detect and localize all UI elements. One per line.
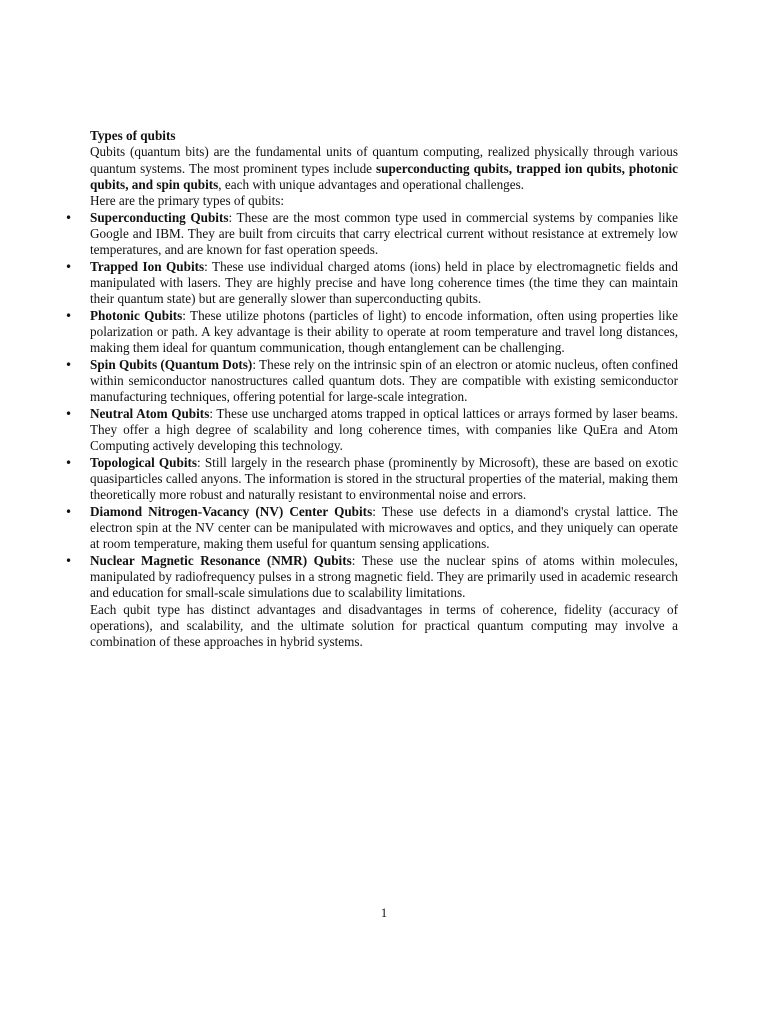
bullet-icon: • bbox=[65, 504, 73, 519]
bullet-icon: • bbox=[65, 210, 73, 225]
item-text: : These use defects in a diamond's crystal lattice. The electron spin at the NV center can be manipulated with microwaves and optics, and they uniquely can operate at room temperature, making them useful for quantum sensing applications. bbox=[90, 503, 678, 552]
item-title: Diamond Nitrogen-Vacancy (NV) Center Qubits bbox=[90, 503, 373, 519]
intro-text-1: Qubits (quantum bits) are the fundamental units of quantum computing, realized physically through various quantum systems. The most prominent types include bbox=[90, 144, 678, 176]
list-item bbox=[65, 405, 679, 455]
item-title: Nuclear Magnetic Resonance (NMR) Qubits bbox=[90, 552, 352, 568]
list-item bbox=[65, 307, 679, 357]
item-title: Photonic Qubits bbox=[90, 307, 183, 323]
list-item bbox=[65, 258, 678, 308]
bullet-icon: • bbox=[65, 455, 73, 470]
item-title: Superconducting Qubits bbox=[90, 209, 229, 225]
item-title: Trapped Ion Qubits bbox=[90, 258, 205, 274]
item-title: Topological Qubits bbox=[90, 454, 198, 470]
bullet-icon: • bbox=[65, 357, 73, 372]
list-item bbox=[65, 503, 678, 553]
item-text: : These are the most common type used in commercial systems by companies like Google and IBM. They are built from circuits that carry electrical current without resistance at extremely low temperatures, and are known for fast operation speeds. bbox=[90, 209, 678, 258]
bullet-icon: • bbox=[65, 308, 73, 323]
list-item bbox=[65, 209, 678, 259]
intro-paragraph bbox=[90, 144, 678, 193]
list-item bbox=[65, 356, 678, 406]
item-title: Neutral Atom Qubits bbox=[90, 405, 210, 421]
section-heading: Types of qubits bbox=[90, 128, 176, 143]
qubit-type-list bbox=[65, 209, 679, 602]
item-text: : These use the nuclear spins of atoms within molecules, manipulated by radiofrequency pulses in a strong magnetic field. They are primarily used in academic research and education for small-scale simulations due to scalability limitations. bbox=[90, 552, 678, 601]
list-item bbox=[65, 454, 678, 504]
item-title: Spin Qubits (Quantum Dots) bbox=[90, 356, 253, 372]
item-text: : These use individual charged atoms (ions) held in place by electromagnetic fields and manipulated with lasers. They are highly precise and have long coherence times (the time they can maintain their quantum state) but are generally slower than superconducting qubits. bbox=[90, 258, 678, 307]
item-text: : These use uncharged atoms trapped in optical lattices or arrays formed by laser beams. They offer a high degree of scalability and long coherence times, with companies like QuEra and Atom Computing actively developing this technology. bbox=[90, 405, 679, 454]
document-body bbox=[65, 128, 679, 651]
bullet-icon: • bbox=[65, 259, 73, 274]
item-text: : Still largely in the research phase (prominently by Microsoft), these are based on exotic quasiparticles called anyons. The information is stored in the structural properties of the material, making them theoretically more robust and naturally resistant to environmental noise and errors. bbox=[90, 454, 678, 503]
item-text: : These utilize photons (particles of light) to encode information, often using properties like polarization or path. A key advantage is their ability to operate at room temperature and travel long distances, making them ideal for quantum communication, though entanglement can be challenging. bbox=[90, 307, 679, 356]
intro-text-2: , each with unique advantages and operational challenges. bbox=[218, 176, 525, 192]
intro-bold-text: superconducting qubits, trapped ion qubits, photonic qubits, and spin qubits bbox=[90, 160, 679, 192]
list-item bbox=[65, 552, 678, 602]
bullet-icon: • bbox=[65, 553, 73, 568]
conclusion-paragraph: Each qubit type has distinct advantages and disadvantages in terms of coherence, fidelity (accuracy of operations), and scalability, and the ultimate solution for practical quantum computing may involve a combination of these approaches in hybrid systems. bbox=[90, 601, 678, 650]
page-number: 1 bbox=[380, 906, 388, 920]
bullet-icon: • bbox=[65, 406, 73, 421]
item-text: : These rely on the intrinsic spin of an electron or atomic nucleus, often confined within semiconductor nanostructures called quantum dots. They are compatible with existing semiconductor manufacturing techniques, offering potential for large-scale integration. bbox=[90, 356, 678, 405]
lead-paragraph: Here are the primary types of qubits: bbox=[90, 193, 285, 209]
